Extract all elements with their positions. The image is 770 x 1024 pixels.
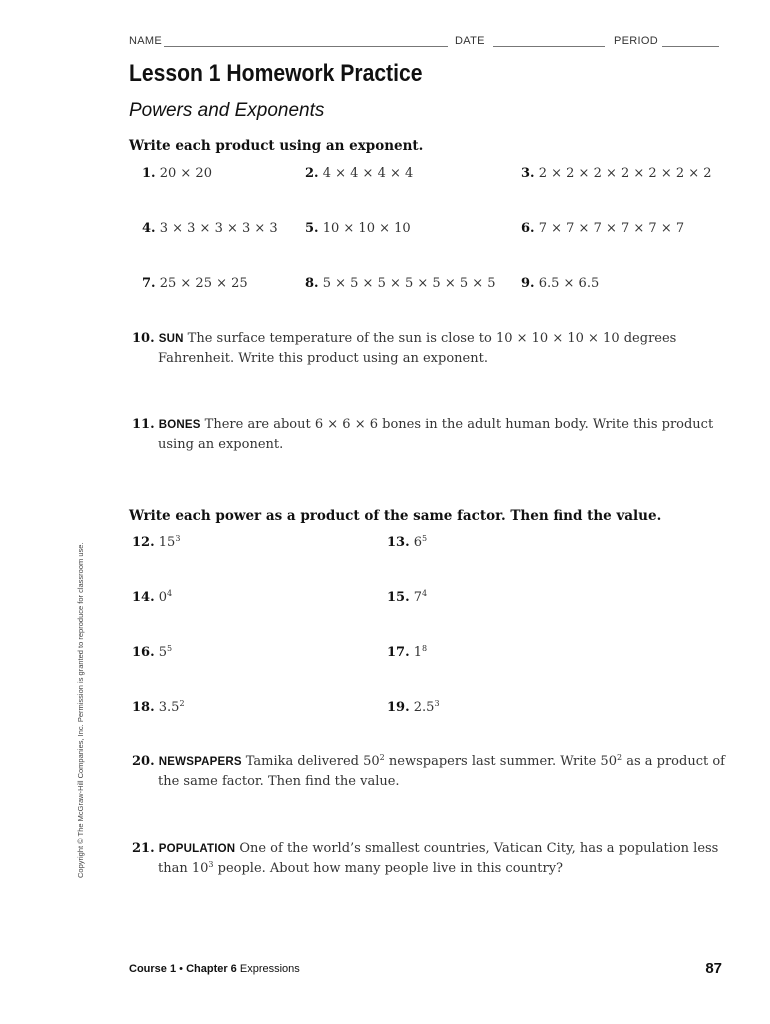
problem-21 xyxy=(132,839,732,878)
problem-expression: 6.5 × 6.5 xyxy=(538,276,600,291)
page-title: Lesson 1 Homework Practice xyxy=(129,60,423,87)
date-field-line[interactable] xyxy=(493,46,605,47)
problem-text: as a product of xyxy=(622,754,725,769)
problem-keyword: POPULATION xyxy=(158,843,236,855)
power-base: 1 xyxy=(413,645,423,660)
page-subtitle: Powers and Exponents xyxy=(129,100,325,121)
problem-keyword: SUN xyxy=(158,333,184,345)
problem-number: 20. xyxy=(132,754,155,769)
problem-15 xyxy=(387,590,427,605)
exponent: 2 xyxy=(379,753,385,762)
power-base: 2.5 xyxy=(413,700,435,715)
problem-number: 16. xyxy=(132,645,155,660)
problem-text-line1: The surface temperature of the sun is close to 10 × 10 × 10 × 10 degrees xyxy=(187,331,677,346)
power-base: 3.5 xyxy=(158,700,180,715)
problem-2 xyxy=(305,166,413,181)
problem-4 xyxy=(142,221,278,236)
power-exponent: 8 xyxy=(422,644,428,653)
power-exponent: 3 xyxy=(175,534,181,543)
problem-keyword: NEWSPAPERS xyxy=(158,756,242,768)
footer-chapter-title: Expressions xyxy=(239,963,300,975)
problem-number: 13. xyxy=(387,535,410,550)
problem-3 xyxy=(521,166,712,181)
problem-expression: 4 × 4 × 4 × 4 xyxy=(322,166,414,181)
problem-expression: 2 × 2 × 2 × 2 × 2 × 2 × 2 xyxy=(538,166,712,181)
section1-instruction: Write each product using an exponent. xyxy=(129,138,424,154)
copyright-notice: Copyright © The McGraw-Hill Companies, Inc. Permission is granted to reproduce for classroom use. xyxy=(76,542,85,878)
problem-number: 2. xyxy=(305,166,319,181)
power-base: 7 xyxy=(413,590,423,605)
problem-number: 14. xyxy=(132,590,155,605)
footer-bullet: • xyxy=(179,963,183,975)
name-label: NAME xyxy=(129,35,162,47)
problem-20 xyxy=(132,752,732,791)
footer-course: Course 1 xyxy=(129,963,177,975)
power-exponent: 5 xyxy=(422,534,428,543)
problem-number: 21. xyxy=(132,841,155,856)
problem-number: 1. xyxy=(142,166,156,181)
problem-text-line2: using an exponent. xyxy=(158,437,284,452)
problem-number: 12. xyxy=(132,535,155,550)
problem-11 xyxy=(132,415,732,454)
problem-17 xyxy=(387,645,427,660)
problem-8 xyxy=(305,276,496,291)
period-label: PERIOD xyxy=(614,35,658,47)
problem-number: 10. xyxy=(132,331,155,346)
problem-text: people. About how many people live in this country? xyxy=(213,861,564,876)
problem-7 xyxy=(142,276,248,291)
problem-number: 15. xyxy=(387,590,410,605)
date-label: DATE xyxy=(455,35,485,47)
problem-number: 8. xyxy=(305,276,319,291)
exponent: 3 xyxy=(208,860,214,869)
problem-text-line2: the same factor. Then find the value. xyxy=(158,774,400,789)
problem-text: than 10 xyxy=(158,861,209,876)
problem-13 xyxy=(387,535,427,550)
problem-18 xyxy=(132,700,185,715)
problem-19 xyxy=(387,700,440,715)
problem-number: 3. xyxy=(521,166,535,181)
exponent: 2 xyxy=(616,753,623,762)
problem-6 xyxy=(521,221,684,236)
problem-text-line2: Fahrenheit. Write this product using an exponent. xyxy=(158,351,488,366)
page-number: 87 xyxy=(705,960,722,977)
page-footer xyxy=(129,963,300,975)
problem-16 xyxy=(132,645,172,660)
problem-expression: 3 × 3 × 3 × 3 × 3 xyxy=(159,221,278,236)
problem-number: 9. xyxy=(521,276,535,291)
problem-number: 19. xyxy=(387,700,410,715)
problem-1 xyxy=(142,166,212,181)
problem-expression: 7 × 7 × 7 × 7 × 7 × 7 xyxy=(538,221,685,236)
problem-number: 11. xyxy=(132,417,155,432)
problem-number: 4. xyxy=(142,221,156,236)
period-field-line[interactable] xyxy=(662,46,719,47)
power-base: 6 xyxy=(413,535,423,550)
problem-12 xyxy=(132,535,180,550)
problem-number: 5. xyxy=(305,221,319,236)
problem-expression: 25 × 25 × 25 xyxy=(159,276,248,291)
problem-expression: 20 × 20 xyxy=(159,166,212,181)
problem-expression: 5 × 5 × 5 × 5 × 5 × 5 × 5 xyxy=(322,276,496,291)
footer-chapter: Chapter 6 xyxy=(186,963,237,975)
problem-keyword: BONES xyxy=(158,419,201,431)
problem-10 xyxy=(132,329,722,368)
power-exponent: 2 xyxy=(179,699,185,708)
problem-14 xyxy=(132,590,172,605)
problem-expression: 10 × 10 × 10 xyxy=(322,221,411,236)
power-exponent: 5 xyxy=(167,644,173,653)
problem-text-line1: One of the world’s smallest countries, Vatican City, has a population less xyxy=(239,841,719,856)
problem-number: 17. xyxy=(387,645,410,660)
power-base: 5 xyxy=(158,645,168,660)
problem-text: Tamika delivered 50 xyxy=(245,754,380,769)
power-base: 15 xyxy=(158,535,176,550)
name-field-line[interactable] xyxy=(164,46,448,47)
problem-text: newspapers last summer. Write 50 xyxy=(384,754,617,769)
problem-number: 6. xyxy=(521,221,535,236)
problem-9 xyxy=(521,276,599,291)
problem-text-line1: There are about 6 × 6 × 6 bones in the adult human body. Write this product xyxy=(204,417,714,432)
power-exponent: 4 xyxy=(422,589,428,598)
power-exponent: 4 xyxy=(167,589,173,598)
section2-instruction: Write each power as a product of the same factor. Then find the value. xyxy=(129,508,662,524)
power-exponent: 3 xyxy=(434,699,440,708)
problem-number: 7. xyxy=(142,276,156,291)
problem-number: 18. xyxy=(132,700,155,715)
problem-5 xyxy=(305,221,411,236)
power-base: 0 xyxy=(158,590,168,605)
